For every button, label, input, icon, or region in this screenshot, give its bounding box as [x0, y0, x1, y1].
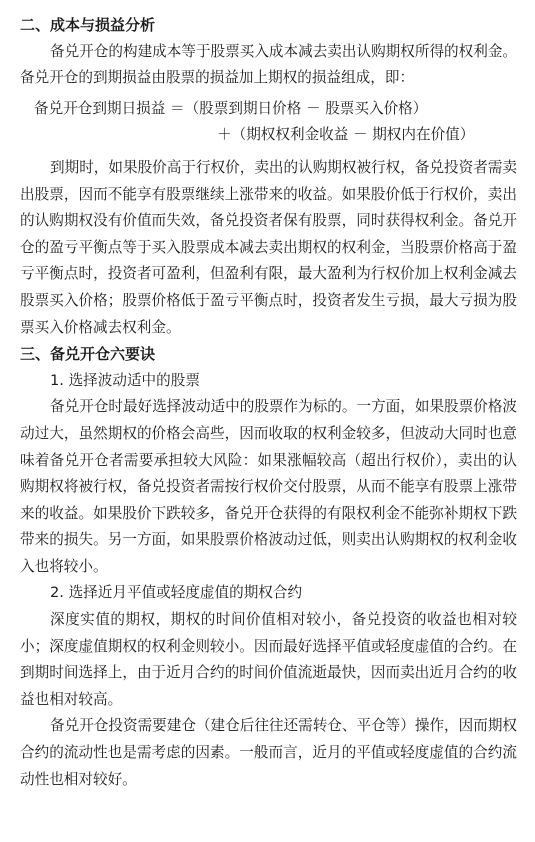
- formula-line-2: ＋（期权权利金收益 － 期权内在价值）: [217, 126, 475, 144]
- subheading-volatility: 1. 选择波动适中的股票: [50, 371, 200, 389]
- paragraph-expiry: 到期时，如果股价高于行权价，卖出的认购期权被行权，备兑投资者需卖出股票，因而不能享有股票继续上涨带来的收益。如果股价低于行权价，卖出的认购期权没有价值而失效，备兑投资者保有股票，同时获得权利金。备兑开仓的盈亏平衡点等于买入股票成本减去卖出期权的权利金，当股票价格高于盈亏平衡点时，投资者可盈利，但盈利有限，最大盈利为行权价加上权利金减去股票买入价格；股票价格低于盈亏平衡点时，投资者发生亏损，最大亏损为股票买入价格减去权利金。: [20, 158, 518, 336]
- paragraph-near-month: 深度实值的期权，期权的时间价值相对较小，备兑投资的收益也相对较小；深度虚值期权的权利金则较小。因而最好选择平值或轻度虚值的合约。在到期时间选择上，由于近月合约的时间价值流逝最快，因而卖出近月合约的收益也相对较高。: [20, 611, 517, 708]
- paragraph-volatility: 备兑开仓时最好选择波动适中的股票作为标的。一方面，如果股票价格波动过大，虽然期权的价格会高些，因而收取的权利金较多，但波动大同时也意味着备兑开仓者需要承担较大风险：如果涨幅较高（超出行权价），卖出的认购期权将被行权，备兑投资者需按行权价交付股票，从而不能享有股票上涨带来的收益。如果股价下跌较多，备兑开仓获得的有限权利金不能弥补期权下跌带来的损失。另一方面，如果股票价格波动过低，则卖出认购期权的权利金收入也将较小。: [20, 398, 518, 575]
- section-heading-six-tips: 三、备兑开仓六要诀: [20, 345, 156, 364]
- formula-line-1: 备兑开仓到期日损益 ＝（股票到期日价格 － 股票买入价格）: [34, 99, 428, 117]
- paragraph-liquidity: 备兑开仓投资需要建仓（建仓后往往还需转仓、平仓等）操作，因而期权合约的流动性也是需考虑的因素。一般而言，近月的平值或轻度虚值的合约流动性也相对较好。: [20, 717, 518, 788]
- subheading-near-month: 2. 选择近月平值或轻度虚值的期权合约: [50, 584, 303, 602]
- profit-formula: [20, 96, 517, 149]
- section-heading-cost-analysis: 二、成本与损益分析: [20, 16, 156, 34]
- paragraph-cost: 备兑开仓的构建成本等于股票买入成本减去卖出认购期权所得的权利金。备兑开仓的到期损益由股票的损益加上期权的损益组成，即：: [20, 42, 518, 87]
